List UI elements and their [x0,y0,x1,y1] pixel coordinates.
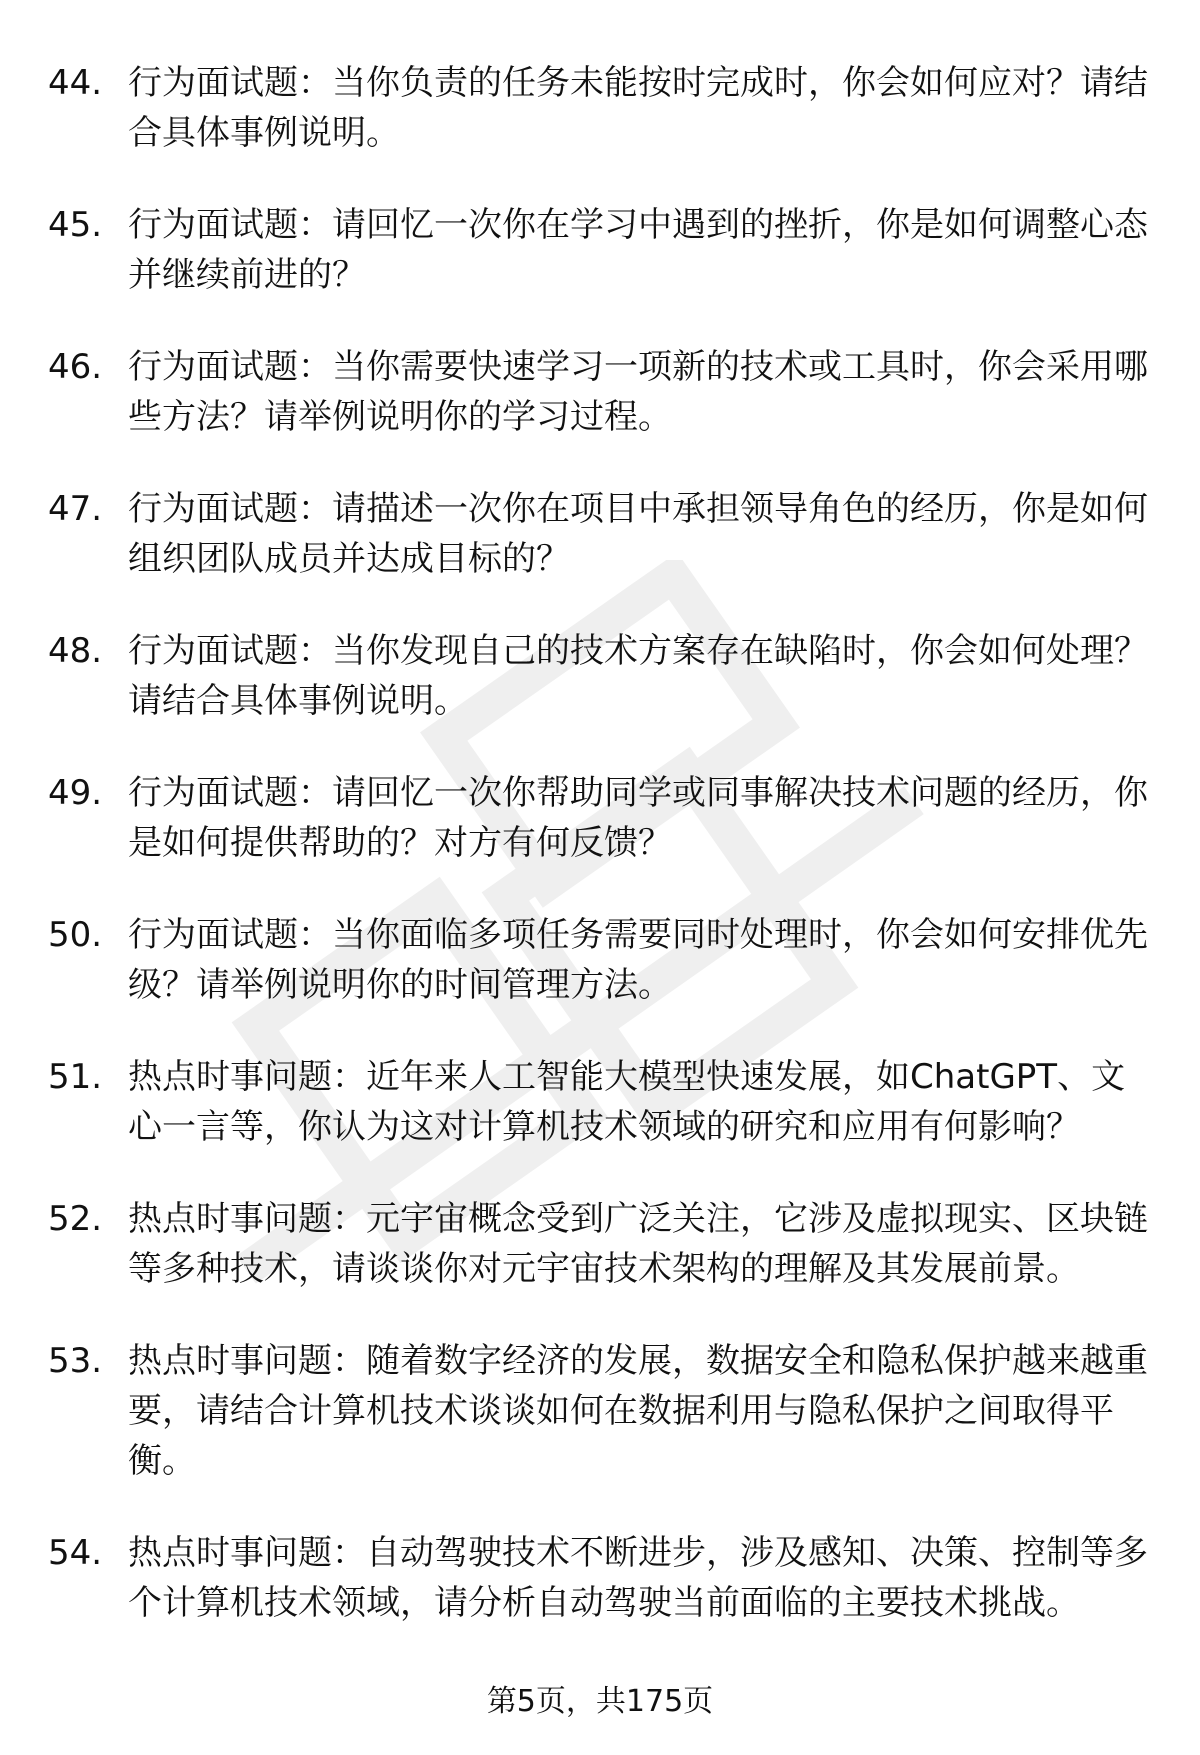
question-text: 热点时事问题：元宇宙概念受到广泛关注，它涉及虚拟现实、区块链等多种技术，请谈谈你对元宇宙技术架构的理解及其发展前景。 [128,1199,1148,1289]
page-number-label: 第5页，共175页 [486,1684,714,1719]
question-item-47 [48,484,1158,584]
question-item-49 [48,768,1158,868]
question-text: 行为面试题：当你面临多项任务需要同时处理时，你会如何安排优先级？请举例说明你的时间管理方法。 [128,915,1148,1005]
question-item-52 [48,1194,1158,1294]
question-text: 行为面试题：当你负责的任务未能按时完成时，你会如何应对？请结合具体事例说明。 [128,63,1148,153]
question-item-44 [48,58,1158,158]
question-text: 行为面试题：请回忆一次你帮助同学或同事解决技术问题的经历，你是如何提供帮助的？对方有何反馈？ [128,773,1148,863]
question-item-45 [48,200,1158,300]
question-number: 51. [48,1057,103,1097]
question-item-50 [48,910,1158,1010]
question-number: 49. [48,773,103,813]
question-number: 46. [48,347,103,387]
question-text: 热点时事问题：自动驾驶技术不断进步，涉及感知、决策、控制等多个计算机技术领域，请分析自动驾驶当前面临的主要技术挑战。 [128,1533,1148,1623]
question-number: 48. [48,631,103,671]
question-number: 50. [48,915,103,955]
question-number: 52. [48,1199,103,1239]
question-number: 45. [48,205,103,245]
question-number: 53. [48,1341,103,1381]
question-text: 热点时事问题：近年来人工智能大模型快速发展，如ChatGPT、文心一言等，你认为这对计算机技术领域的研究和应用有何影响？ [128,1057,1126,1147]
question-number: 44. [48,63,103,103]
question-item-53 [48,1336,1158,1486]
page-footer [0,1680,1200,1724]
question-number: 47. [48,489,103,529]
question-text: 行为面试题：当你需要快速学习一项新的技术或工具时，你会采用哪些方法？请举例说明你的学习过程。 [128,347,1148,437]
question-item-51 [48,1052,1158,1152]
question-text: 行为面试题：当你发现自己的技术方案存在缺陷时，你会如何处理？请结合具体事例说明。 [128,631,1148,721]
question-list [48,58,1158,1670]
question-item-48 [48,626,1158,726]
question-text: 热点时事问题：随着数字经济的发展，数据安全和隐私保护越来越重要，请结合计算机技术谈谈如何在数据利用与隐私保护之间取得平衡。 [128,1341,1148,1481]
question-item-54 [48,1528,1158,1628]
question-number: 54. [48,1533,103,1573]
question-item-46 [48,342,1158,442]
question-text: 行为面试题：请描述一次你在项目中承担领导角色的经历，你是如何组织团队成员并达成目标的？ [128,489,1148,579]
question-text: 行为面试题：请回忆一次你在学习中遇到的挫折，你是如何调整心态并继续前进的？ [128,205,1148,295]
